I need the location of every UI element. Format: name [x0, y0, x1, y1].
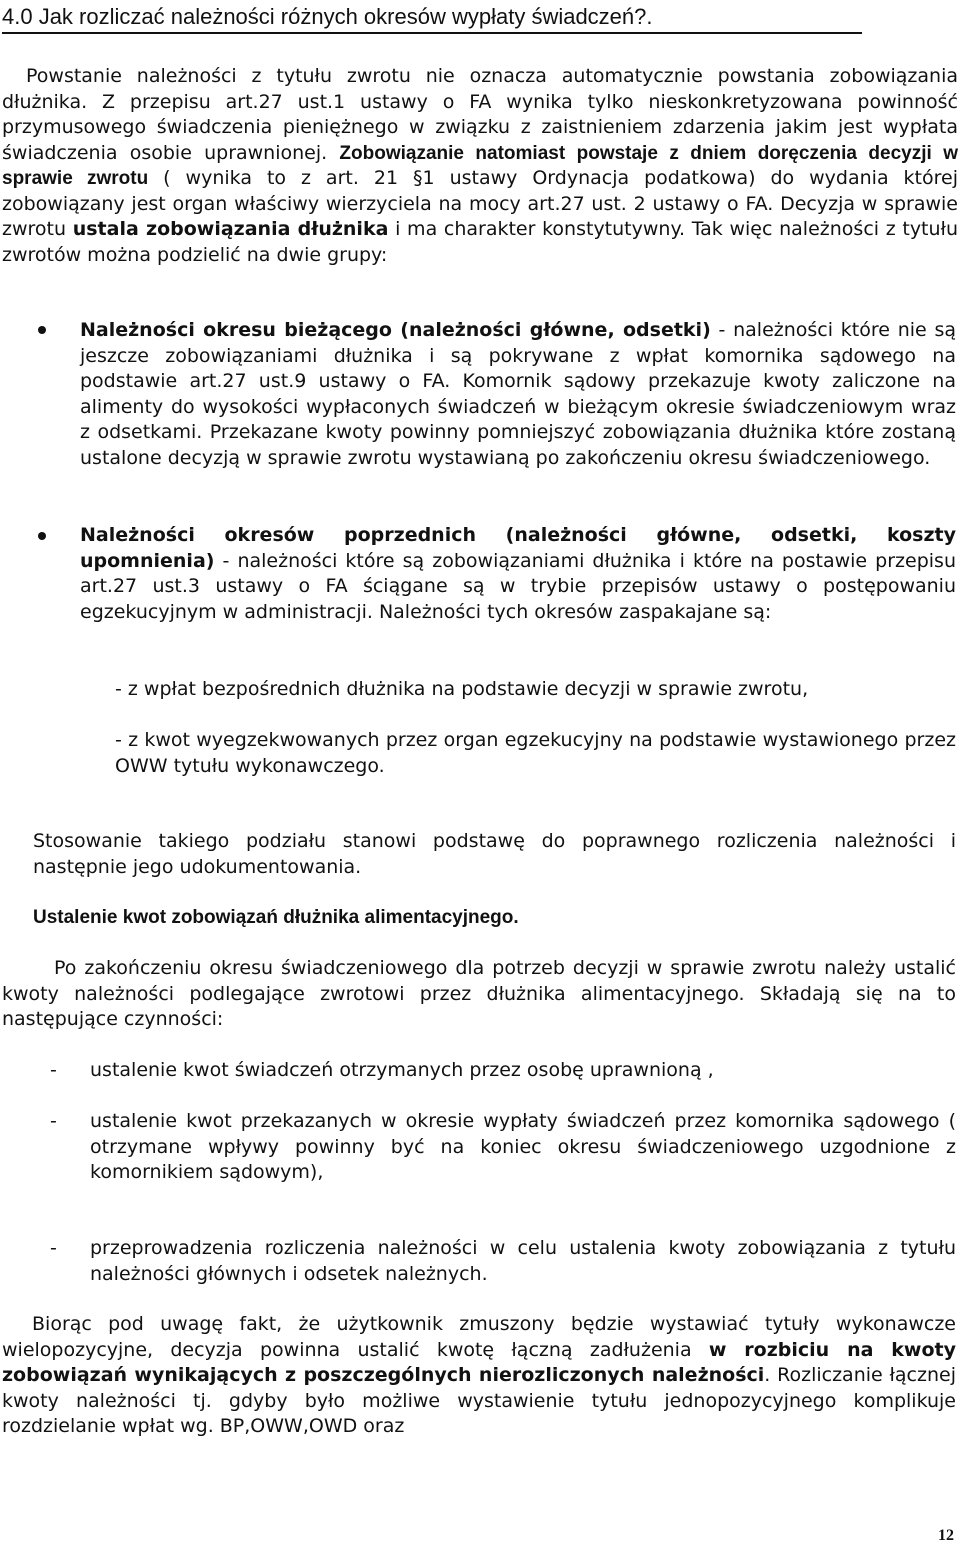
final-text-1: Biorąc pod uwagę fakt, że użytkownik zmuszony będzie wystawiać tytuły wykonawcze wielopozycyjne, decyzja powinna ustalić kwotę łączną zadłużenia	[2, 1313, 956, 1361]
bullet1-text: - należności które nie są jeszcze zobowiązaniami dłużnika i są pokrywane z wpłat komornika sądowego na podstawie art.27 ust.9 ustawy o FA. Komornik sądowy przekazuje kwoty zaliczone na alimenty do wysokości wypłaconych świadczeń w bieżącym okresie świadczeniowym wraz z odsetkami. Przekazane kwoty powinny pomniejszyć zobowiązania dłużnika które zostaną ustalone decyzją w sprawie zwrotu wystawianą po zakończeniu okresu świadczeniowego.	[80, 319, 956, 469]
dash2-text: ustalenie kwot przekazanych w okresie wypłaty świadczeń przez komornika sądowego ( otrzymane wpływy powinny być na koniec okresu świadczeniowego uzgodnione z komornikiem sądowym),	[90, 1110, 956, 1183]
intro-bold-2: ustala zobowiązania dłużnika	[72, 218, 389, 240]
bullet1-bold: Należności okresu bieżącego (należności główne, odsetki)	[80, 319, 711, 341]
settlement-paragraph	[2, 956, 956, 1033]
division-paragraph	[33, 829, 956, 880]
subheading	[33, 905, 956, 931]
dash3-text: przeprowadzenia rozliczenia należności w celu ustalenia kwoty zobowiązania z tytułu należności głównych i odsetek należnych.	[90, 1237, 956, 1285]
intro-paragraph	[2, 64, 958, 268]
step-settlement	[90, 1236, 956, 1287]
step-bailiff-amounts	[90, 1109, 956, 1186]
bullet2-bold: Należności okresów poprzednich (należności główne, odsetki, koszty upomnienia)	[80, 524, 956, 572]
po-text: Po zakończeniu okresu świadczeniowego dla potrzeb decyzji w sprawie zwrotu należy ustalić kwoty należności podlegające zwrotowi przez dłużnika alimentacyjnego. Składają się na to następujące czynności:	[2, 957, 956, 1030]
subheading-text: Ustalenie kwot zobowiązań dłużnika alimentacyjnego.	[33, 907, 519, 928]
dash-marker: -	[50, 1110, 57, 1132]
stosowanie-text: Stosowanie takiego podziału stanowi podstawę do poprawnego rozliczenia należności i następnie jego udokumentowania.	[33, 830, 956, 878]
step-benefits	[90, 1058, 956, 1084]
page-number: 12	[938, 1527, 954, 1544]
bullet2-text: - należności które są zobowiązaniami dłużnika i które na postawie przepisu art.27 ust.3 ustawy o FA ściągane są w trybie przepisów ustawy o postępowaniu egzekucyjnym w administracji. Należności tych okresów zaspakajane są:	[80, 549, 956, 623]
dash-marker: -	[50, 1237, 57, 1259]
intro-text-2: ( wynika to z art. 21 §1 ustawy Ordynacja podatkowa) do wydania której zobowiązany jest organ właściwy wierzyciela na mocy art.27 ust. 2 ustawy o FA. Decyzja w sprawie zwrotu	[2, 167, 958, 240]
final-bold: w rozbiciu na kwoty zobowiązań wynikających z poszczególnych nierozliczonych należności	[2, 1338, 956, 1386]
intro-text-3: i ma charakter konstytutywny. Tak więc należności z tytułu zwrotów można podzielić na dwie grupy:	[2, 218, 958, 266]
dash1-text: ustalenie kwot świadczeń otrzymanych przez osobę uprawnioną ,	[90, 1059, 714, 1081]
final-text-2: . Rozliczanie łącznej kwoty należności tj. gdyby było możliwe wystawienie tytułu jednopozycyjnego komplikuje rozdzielanie wpłat wg. BP,OWW,OWD oraz	[2, 1364, 956, 1437]
sub-item-enforced-amounts	[115, 728, 956, 779]
bullet-previous-periods	[80, 523, 956, 625]
bullet-current-period	[80, 318, 956, 471]
dash-marker: -	[50, 1059, 57, 1081]
sub-item-direct-payments	[115, 677, 956, 703]
bullet-icon	[38, 532, 46, 540]
final-paragraph	[2, 1312, 956, 1440]
sub2-text: - z kwot wyegzekwowanych przez organ egzekucyjny na podstawie wystawionego przez OWW tytułu wykonawczego.	[115, 729, 956, 777]
intro-bold-1: Zobowiązanie natomiast powstaje z dniem doręczenia decyzji w sprawie zwrotu	[2, 142, 958, 189]
intro-text-1: Powstanie należności z tytułu zwrotu nie oznacza automatycznie powstania zobowiązania dłużnika. Z przepisu art.27 ust.1 ustawy o FA wynika tylko nieskonkretyzowana powinność przymusowego świadczenia pieniężnego w związku z zaistnieniem zdarzenia jakim jest wypłata świadczenia osobie uprawnionej.	[2, 65, 958, 164]
sub1-text: - z wpłat bezpośrednich dłużnika na podstawie decyzji w sprawie zwrotu,	[115, 678, 809, 700]
section-heading: 4.0 Jak rozliczać należności różnych okresów wypłaty świadczeń?.	[2, 2, 862, 34]
bullet-icon	[38, 326, 46, 334]
